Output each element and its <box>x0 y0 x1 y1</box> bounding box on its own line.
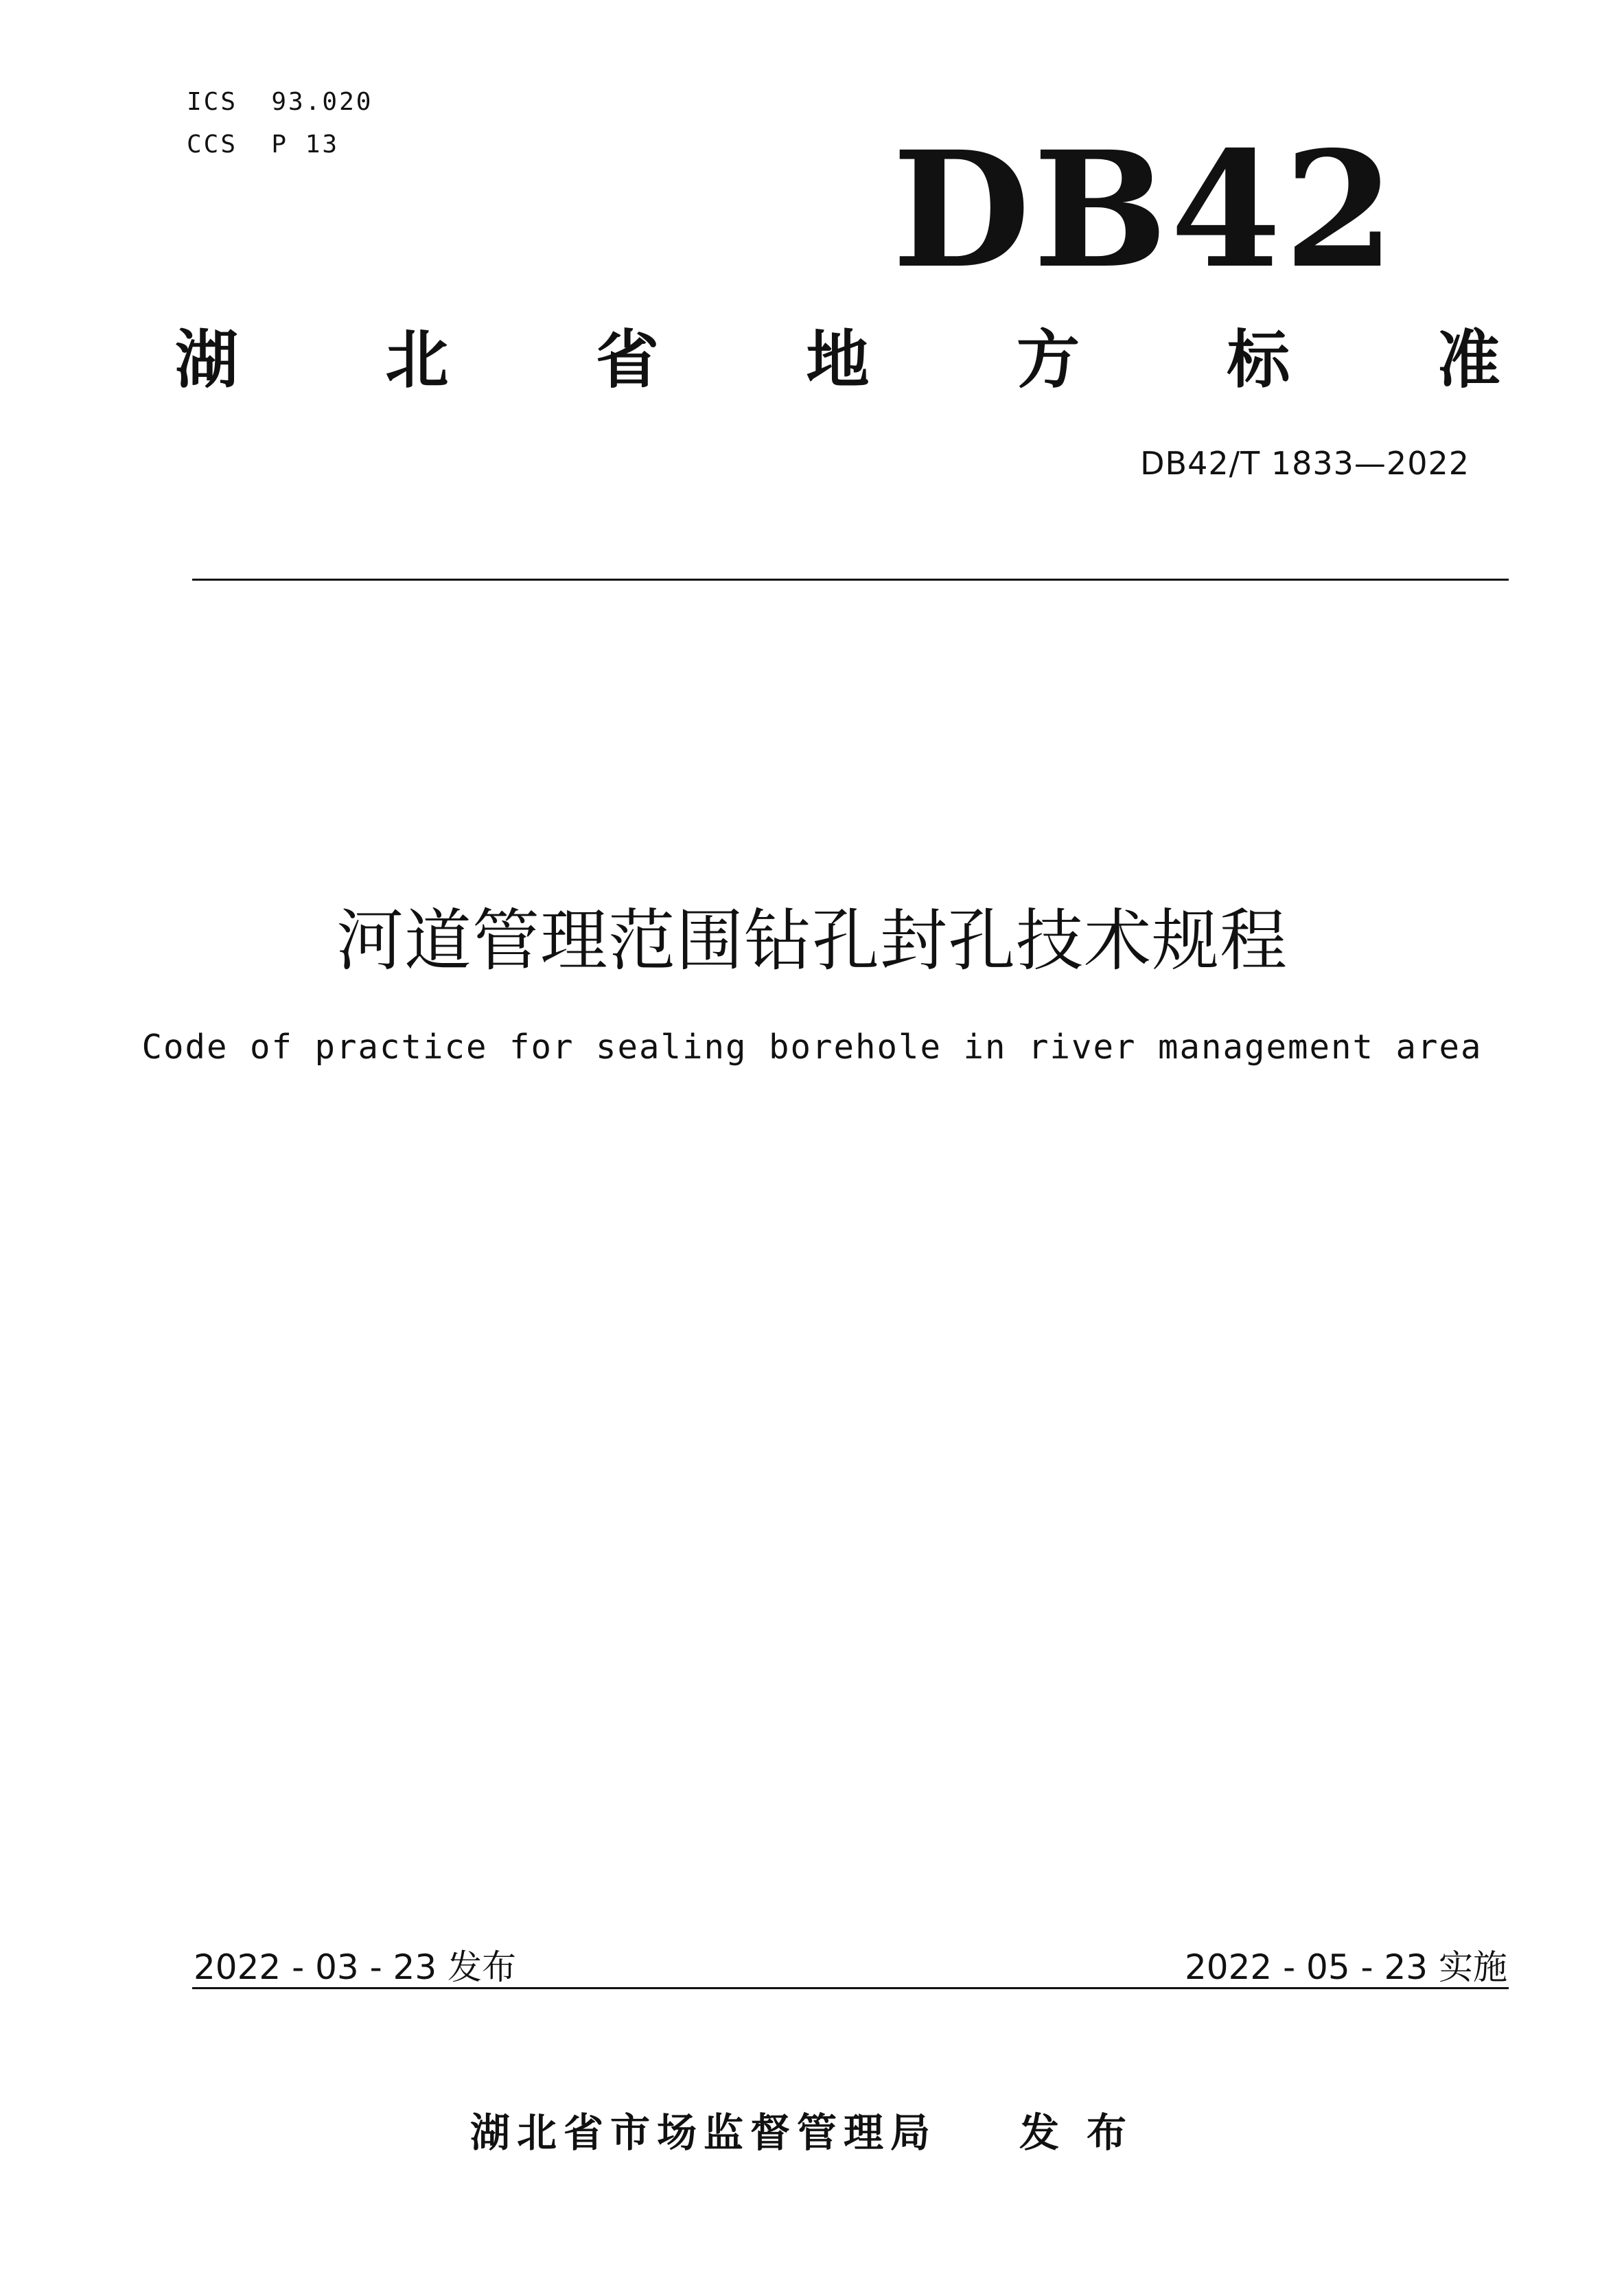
standard-number: DB42/T 1833—2022 <box>1140 445 1470 482</box>
ics-code: ICS 93.020 <box>187 88 373 116</box>
standard-type-char: 地 <box>806 323 870 397</box>
classification-codes <box>187 81 373 166</box>
standard-mark: DB42 <box>892 116 1397 303</box>
standard-type-char: 准 <box>1437 323 1500 397</box>
issuer-line <box>0 2100 1624 2158</box>
issuer-name: 湖北省市场监督管理局 <box>469 2109 937 2156</box>
standard-type-heading <box>175 310 1500 399</box>
standard-type-char: 标 <box>1227 323 1290 397</box>
standard-type-char: 方 <box>1016 323 1080 397</box>
ccs-code: CCS P 13 <box>187 130 340 159</box>
standard-type-char: 北 <box>385 323 449 397</box>
document-title-zh: 河道管理范围钻孔封孔技术规程 <box>336 902 1288 980</box>
header-divider <box>192 579 1509 581</box>
standard-type-char: 省 <box>595 323 659 397</box>
document-title-en: Code of practice for sealing borehole in river management area <box>141 1028 1483 1067</box>
issue-date: 2022 - 03 - 23 发布 <box>194 1947 517 1987</box>
footer-divider <box>192 1987 1509 1989</box>
implementation-date: 2022 - 05 - 23 实施 <box>1184 1947 1507 1987</box>
issuer-action: 发布 <box>1019 2109 1155 2156</box>
standard-type-char: 湖 <box>175 323 239 397</box>
